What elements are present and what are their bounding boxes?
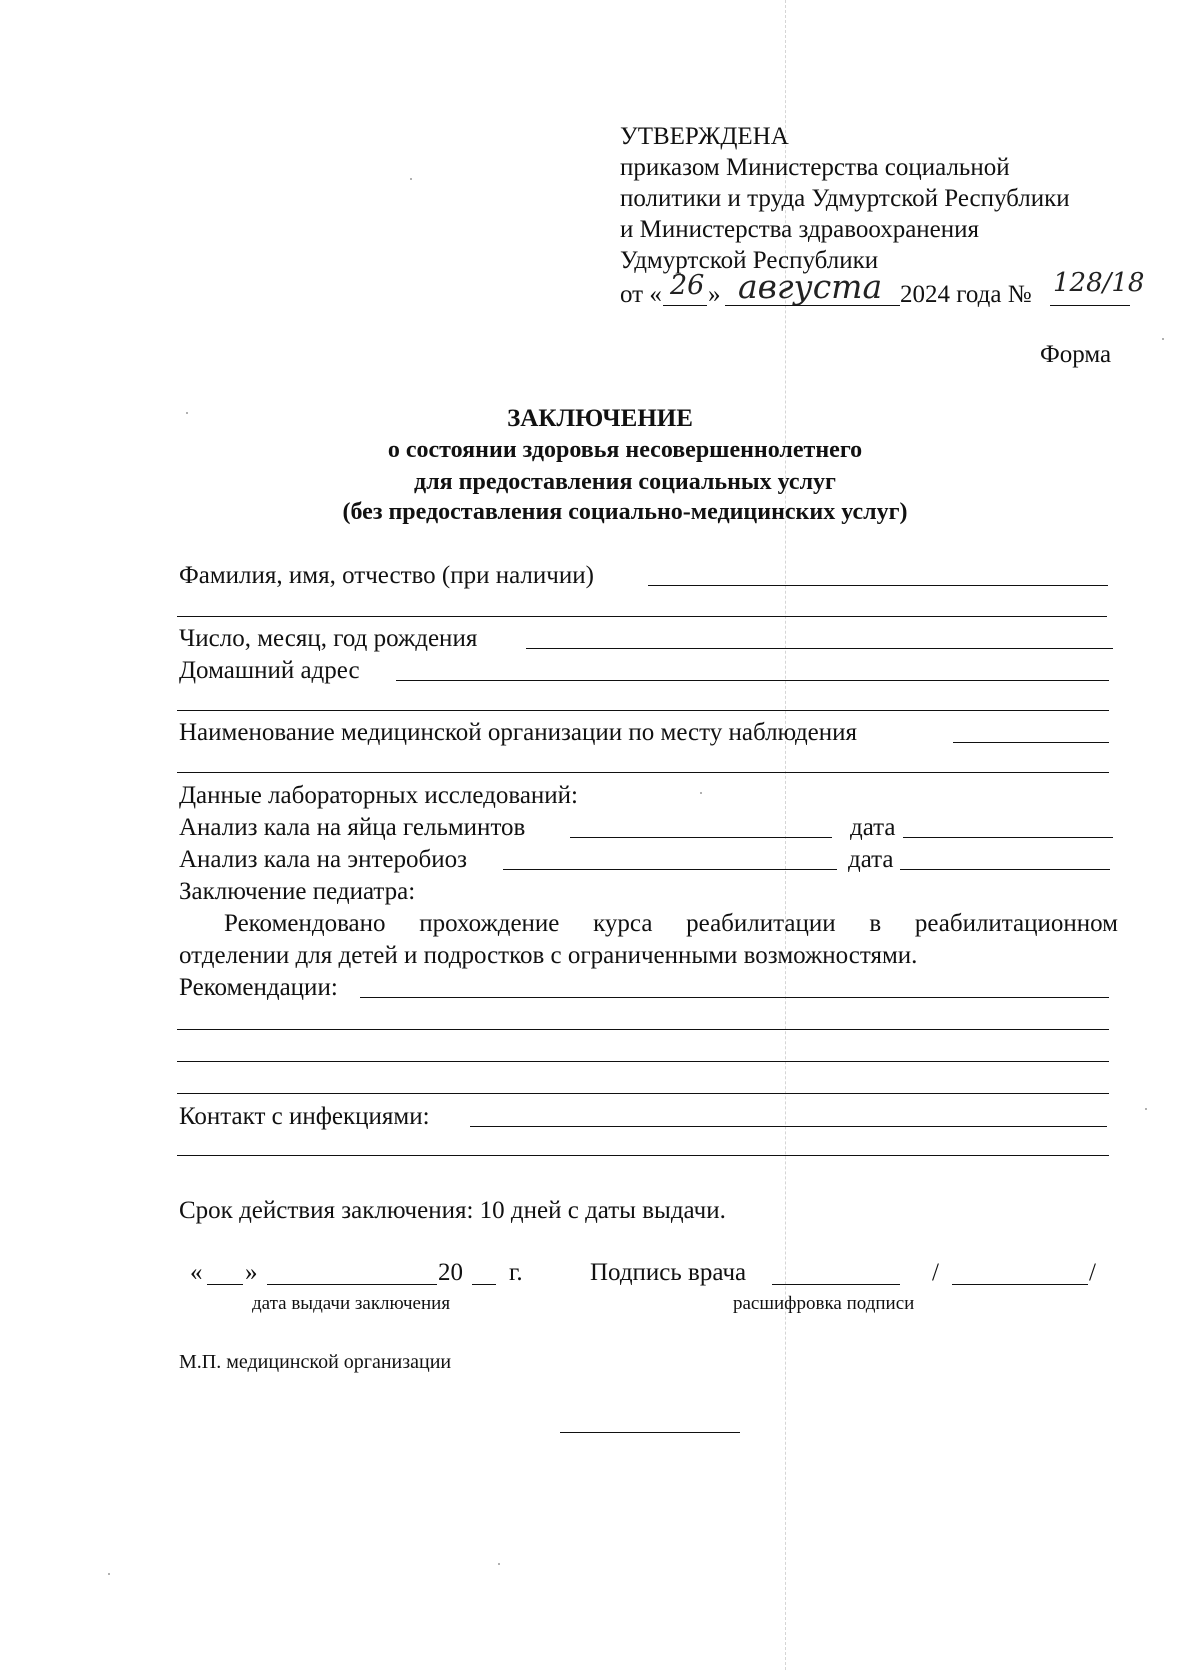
scan-speck — [1162, 338, 1164, 340]
signature-slash-end: / — [1089, 1259, 1096, 1286]
signature-transcript-field[interactable] — [952, 1284, 1088, 1285]
pediatrician-conclusion-line: отделении для детей и подростков с ограниченными возможностями. — [179, 942, 918, 969]
issue-month-field[interactable] — [267, 1284, 437, 1285]
pediatrician-label: Заключение педиатра: — [179, 878, 416, 905]
form-label: Форма — [1040, 341, 1112, 368]
approval-date-day: 26 — [670, 270, 705, 301]
document-title: ЗАКЛЮЧЕНИЕ — [507, 405, 693, 432]
enterobiasis-date-field[interactable] — [900, 869, 1110, 870]
enterobiasis-result-field[interactable] — [503, 869, 837, 870]
full-name-field-continued[interactable] — [177, 616, 1107, 617]
infection-contact-label: Контакт с инфекциями: — [179, 1103, 430, 1130]
stamp-placeholder: М.П. медицинской организации — [179, 1351, 452, 1373]
order-number-underline — [1050, 305, 1130, 306]
recommendations-label: Рекомендации: — [179, 974, 338, 1001]
scan-speck — [700, 792, 702, 794]
approval-line: политики и труда Удмуртской Республики — [620, 185, 1070, 212]
issue-date-quote-close: » — [245, 1259, 258, 1286]
scan-speck — [498, 1563, 500, 1565]
scan-speck — [186, 412, 188, 414]
enterobiasis-label: Анализ кала на энтеробиоз — [179, 846, 467, 873]
document-subtitle: (без предоставления социально-медицинских услуг) — [342, 499, 908, 525]
issue-date-caption: дата выдачи заключения — [252, 1293, 451, 1314]
enterobiasis-date-label: дата — [848, 846, 894, 873]
lab-data-label: Данные лабораторных исследований: — [179, 782, 578, 809]
validity-note: Срок действия заключения: 10 дней с даты выдачи. — [179, 1197, 726, 1224]
recommendations-field-continued[interactable] — [177, 1061, 1109, 1062]
approval-line: Удмуртской Республики — [620, 247, 879, 274]
approval-line: и Министерства здравоохранения — [620, 216, 980, 243]
birth-date-label: Число, месяц, год рождения — [179, 625, 478, 652]
issue-year-suffix: г. — [509, 1259, 523, 1286]
scan-speck — [108, 1573, 110, 1575]
full-name-field[interactable] — [648, 585, 1108, 586]
doctor-signature-label: Подпись врача — [590, 1259, 747, 1286]
helminth-date-field[interactable] — [903, 837, 1113, 838]
home-address-label: Домашний адрес — [179, 657, 360, 684]
home-address-field-continued[interactable] — [177, 710, 1109, 711]
end-separator — [560, 1432, 740, 1433]
helminth-date-label: дата — [850, 814, 896, 841]
scan-speck — [1145, 1108, 1147, 1110]
approval-date-month: августа — [738, 267, 883, 306]
birth-date-field[interactable] — [526, 648, 1113, 649]
signature-slash: / — [932, 1259, 939, 1286]
issue-day-field[interactable] — [207, 1284, 243, 1285]
helminth-label: Анализ кала на яйца гельминтов — [179, 814, 526, 841]
recommendations-field[interactable] — [360, 997, 1109, 998]
approval-date-year: 2024 года № — [900, 281, 1032, 308]
issue-year-prefix: 20 — [438, 1259, 463, 1286]
approval-date-quote-close: » — [708, 281, 721, 308]
approval-line: приказом Министерства социальной — [620, 154, 1010, 181]
issue-year-field[interactable] — [472, 1284, 496, 1285]
approval-order-number: 128/18 — [1053, 268, 1145, 298]
recommendations-field-continued[interactable] — [177, 1093, 1109, 1094]
issue-date-quote-open: « — [190, 1259, 203, 1286]
date-month-underline — [725, 305, 900, 306]
full-name-label: Фамилия, имя, отчество (при наличии) — [179, 562, 594, 589]
helminth-result-field[interactable] — [570, 837, 832, 838]
doctor-signature-field[interactable] — [772, 1284, 900, 1285]
infection-contact-field-continued[interactable] — [177, 1155, 1109, 1156]
approval-title: УТВЕРЖДЕНА — [620, 123, 789, 150]
recommendations-field-continued[interactable] — [177, 1029, 1109, 1030]
home-address-field[interactable] — [396, 680, 1109, 681]
date-day-underline — [663, 305, 707, 306]
infection-contact-field[interactable] — [470, 1126, 1107, 1127]
med-org-field[interactable] — [953, 742, 1109, 743]
scan-speck — [410, 178, 412, 180]
document-subtitle: для предоставления социальных услуг — [414, 469, 836, 495]
signature-caption: расшифровка подписи — [733, 1293, 915, 1314]
approval-date-prefix: от « — [620, 281, 662, 308]
pediatrician-conclusion-line: Рекомендовано прохождение курса реабилитации в реабилитационном — [224, 910, 1118, 937]
med-org-label: Наименование медицинской организации по месту наблюдения — [179, 719, 858, 746]
med-org-field-continued[interactable] — [177, 772, 1109, 773]
document-subtitle: о состоянии здоровья несовершеннолетнего — [387, 437, 863, 463]
